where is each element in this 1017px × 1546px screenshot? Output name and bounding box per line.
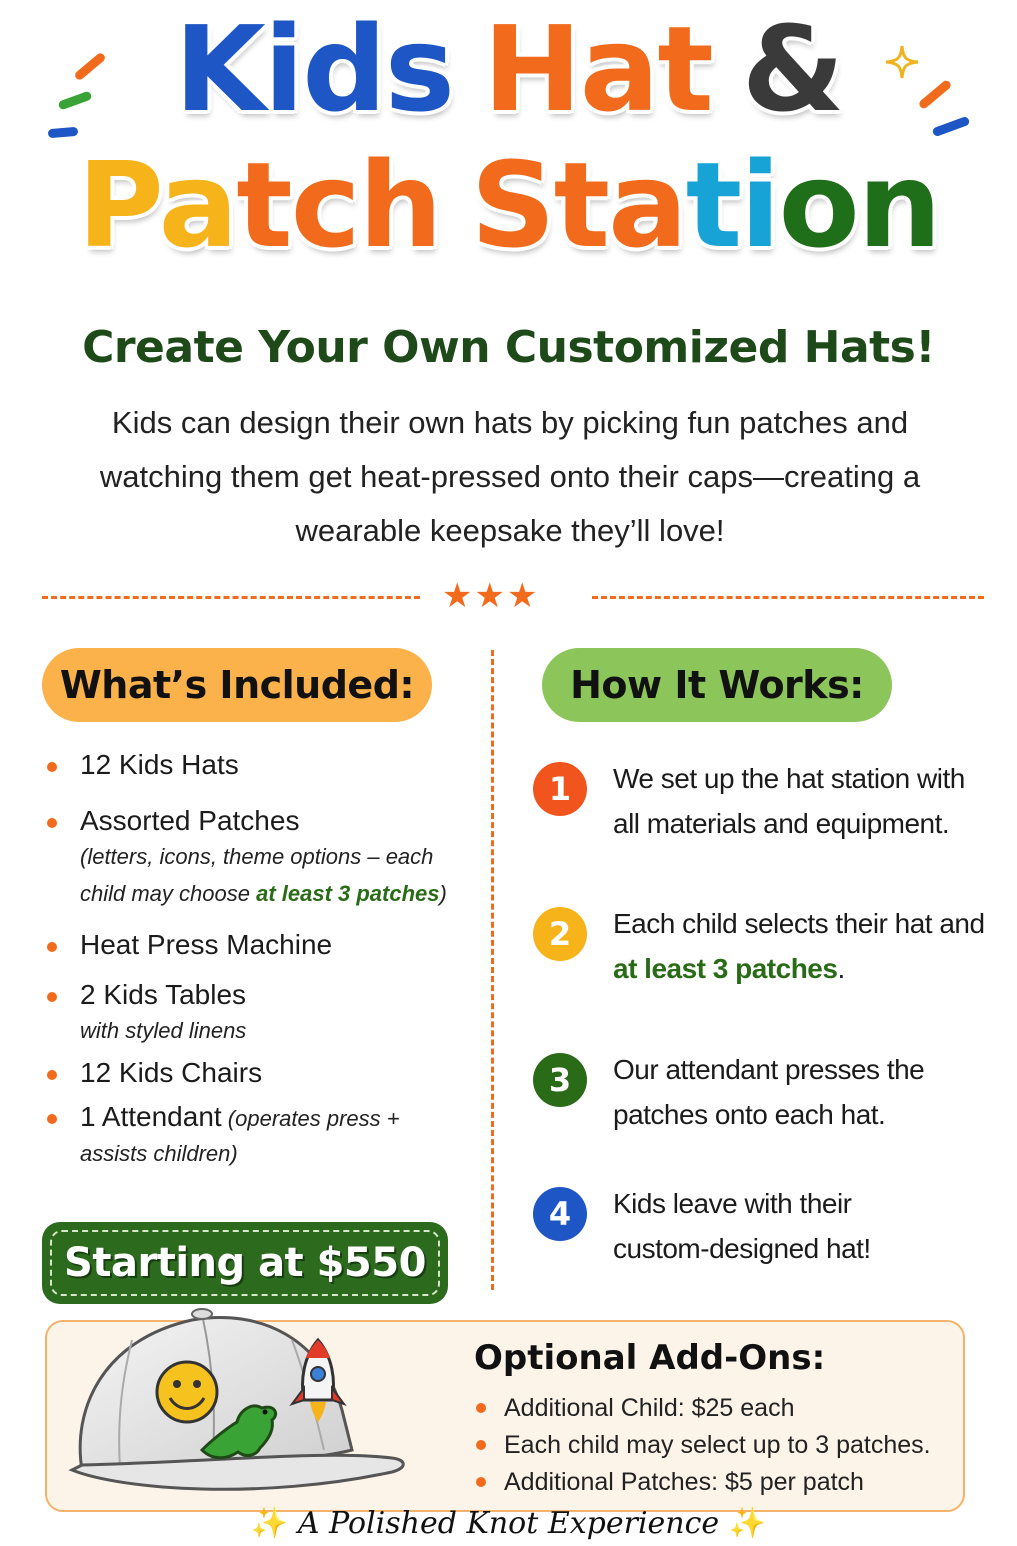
step-number: 3	[533, 1053, 587, 1107]
price-label: Starting at $550	[50, 1230, 440, 1296]
smiley-patch-icon	[157, 1362, 217, 1422]
sparkle-icon: ✨	[728, 1506, 767, 1541]
price-badge	[42, 1222, 448, 1304]
step-number: 1	[533, 762, 587, 816]
list-item: 2 Kids Tables with styled linens	[45, 978, 465, 1046]
list-item: Heat Press Machine	[45, 928, 465, 962]
addons-title: Optional Add-Ons:	[474, 1338, 826, 1378]
included-list	[45, 748, 465, 1170]
title-line-1	[0, 0, 1017, 150]
list-item: 12 Kids Hats	[45, 748, 465, 782]
step-number: 4	[533, 1187, 587, 1241]
title-line-2	[0, 136, 1017, 296]
list-item: Additional Child: $25 each	[474, 1390, 931, 1427]
sparkle-icon: ✨	[250, 1506, 289, 1541]
list-item: Additional Patches: $5 per patch	[474, 1464, 931, 1501]
title-word: tch	[236, 136, 441, 274]
divider-stars: ★★★	[442, 576, 540, 616]
list-item: 1 Attendant (operates press + assists children)	[45, 1100, 465, 1170]
subtitle: Create Your Own Customized Hats!	[82, 322, 935, 373]
column-divider	[491, 650, 494, 1290]
addons-list	[474, 1390, 931, 1501]
title-word: Pa	[77, 136, 237, 274]
title-word: on	[778, 136, 940, 274]
list-item: 12 Kids Chairs	[45, 1056, 465, 1090]
title-word: Sta	[470, 136, 686, 274]
title-word: Hat	[482, 0, 712, 138]
step-text: Each child selects their hat and at least 3 patches.	[613, 908, 985, 984]
step-text: Kids leave with their custom-designed hat!	[613, 1188, 871, 1264]
title-word: Kids	[174, 0, 453, 138]
title-word: &	[741, 0, 843, 138]
list-item: Assorted Patches (letters, icons, theme options – each child may choose at least 3 patches)	[45, 804, 465, 912]
included-heading: What’s Included:	[42, 648, 432, 722]
title-word: ti	[685, 136, 779, 274]
step-text: We set up the hat station with all materials and equipment.	[613, 763, 965, 839]
divider-left	[42, 596, 420, 599]
hat-icon	[62, 1300, 422, 1510]
divider-right	[592, 596, 984, 599]
step-text: Our attendant presses the patches onto each hat.	[613, 1054, 925, 1130]
how-heading: How It Works:	[542, 648, 892, 722]
intro-text: Kids can design their own hats by picking fun patches and watching them get heat-pressed onto their caps—creating a wearable keepsake they’ll love!	[99, 405, 921, 548]
page-title	[0, 0, 1017, 296]
list-item: Each child may select up to 3 patches.	[474, 1427, 931, 1464]
footer-text: A Polished Knot Experience	[297, 1506, 720, 1541]
step-number: 2	[533, 907, 587, 961]
footer-tagline	[0, 1506, 1017, 1541]
